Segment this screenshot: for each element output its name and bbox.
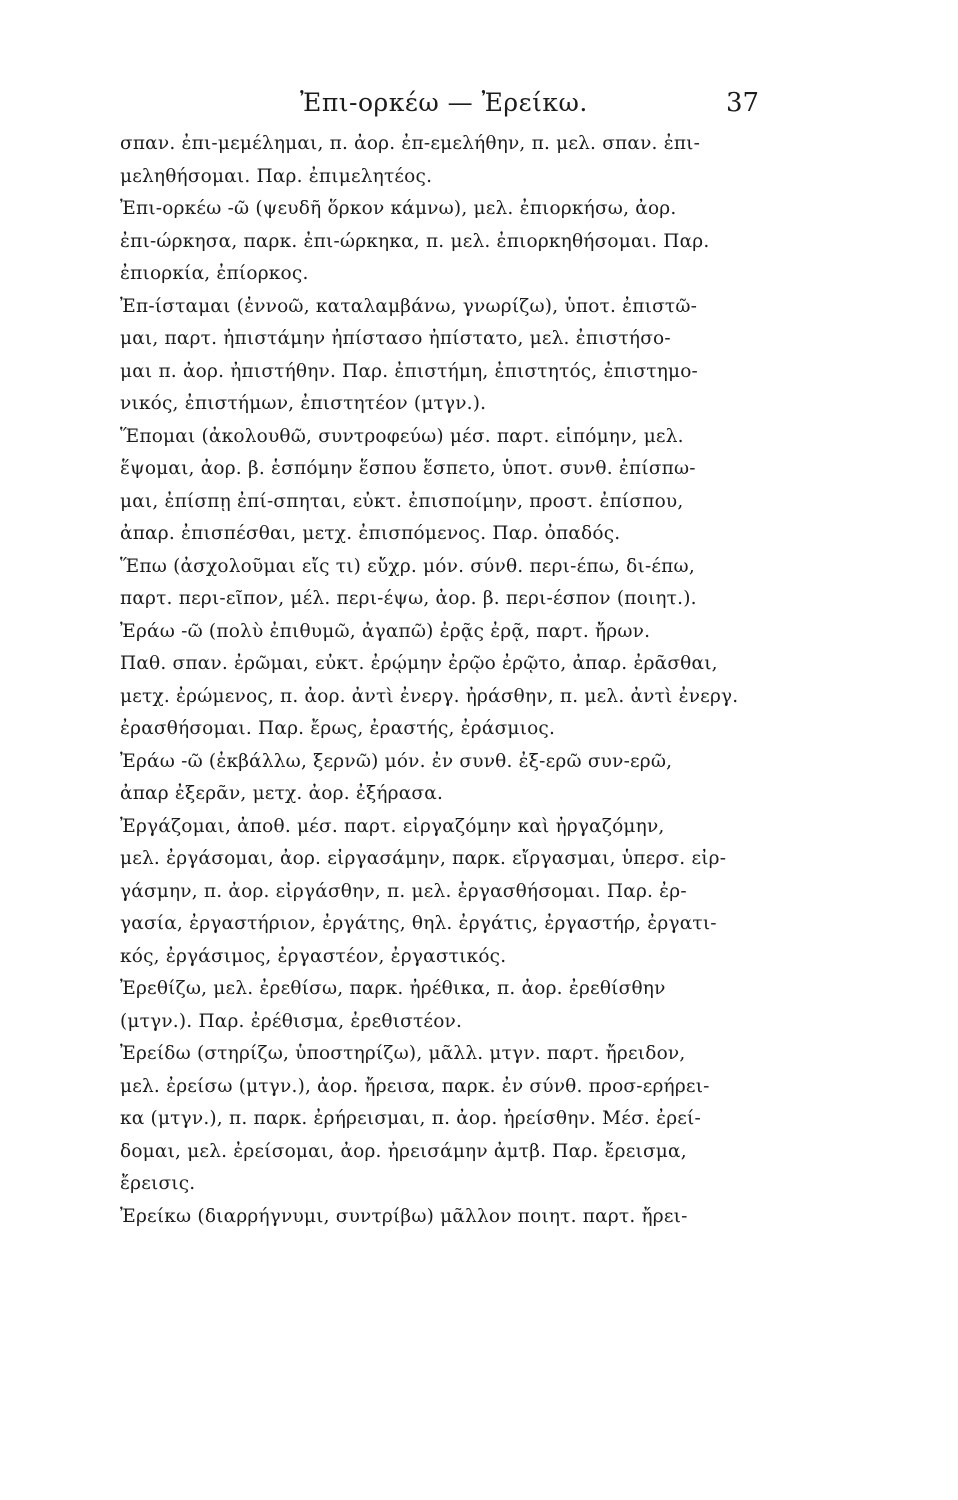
text-line: γασία, ἐργαστήριον, ἐργάτης, θηλ. ἐργάτις, ἐργαστήρ, ἐργατι- bbox=[120, 913, 717, 934]
text-line: ἔρεισις. bbox=[120, 1173, 196, 1194]
text-line: νικός, ἐπιστήμων, ἐπιστητέον (μτγν.). bbox=[120, 393, 487, 414]
text-line: ἐρασθήσομαι. Παρ. ἔρως, ἐραστής, ἐράσμιος. bbox=[120, 718, 556, 739]
text-line: Ἐπι-ορκέω -ῶ (ψευδῆ ὅρκον κάμνω), μελ. ἐπιορκήσω, ἀορ. bbox=[120, 198, 677, 219]
text-line: Ἐρεθίζω, μελ. ἐρεθίσω, παρκ. ἠρέθικα, π. ἀορ. ἐρεθίσθην bbox=[120, 978, 666, 999]
text-line: μετχ. ἐρώμενος, π. ἀορ. ἀντὶ ἐνεργ. ἠράσθην, π. μελ. ἀντὶ ἐνεργ. bbox=[120, 685, 739, 707]
text-line: Ἕπομαι (ἀκολουθῶ, συντροφεύω) μέσ. παρτ. εἱπόμην, μελ. bbox=[120, 425, 684, 447]
text-line: σπαν. ἐπι-μεμέλημαι, π. ἀορ. ἐπ-εμελήθην, π. μελ. σπαν. ἐπι- bbox=[120, 133, 701, 154]
text-line: κα (μτγν.), π. παρκ. ἐρήρεισμαι, π. ἀορ. ἠρείσθην. Μέσ. ἐρεί- bbox=[120, 1108, 701, 1129]
text-line: Ἐράω -ῶ (πολὺ ἐπιθυμῶ, ἀγαπῶ) ἐρᾷς ἐρᾷ, παρτ. ἤρων. bbox=[120, 620, 651, 642]
dictionary-text bbox=[120, 128, 765, 1233]
text-line: μελ. ἐρείσω (μτγν.), ἀορ. ἤρεισα, παρκ. ἐν σύνθ. προσ-ερήρει- bbox=[120, 1075, 710, 1097]
running-title: Ἐπι-ορκέω — Ἐρείκω. bbox=[300, 88, 588, 117]
page-header bbox=[0, 88, 958, 128]
text-line: Ἐρείδω (στηρίζω, ὑποστηρίζω), μᾶλλ. μτγν. παρτ. ἤρειδον, bbox=[120, 1043, 686, 1064]
text-line: μεληθήσομαι. Παρ. ἐπιμελητέος. bbox=[120, 165, 433, 187]
text-line: Παθ. σπαν. ἐρῶμαι, εὐκτ. ἐρῴμην ἐρῷο ἐρῷτο, ἀπαρ. ἐρᾶσθαι, bbox=[120, 653, 718, 674]
text-line: Ἐπ-ίσταμαι (ἐννοῶ, καταλαμβάνω, γνωρίζω), ὑποτ. ἐπιστῶ- bbox=[120, 295, 698, 317]
text-line: μαι, παρτ. ἠπιστάμην ἠπίστασο ἠπίστατο, μελ. ἐπιστήσο- bbox=[120, 328, 671, 349]
text-line: Ἐρείκω (διαρρήγνυμι, συντρίβω) μᾶλλον ποιητ. παρτ. ἤρει- bbox=[120, 1205, 688, 1227]
text-line: γάσμην, π. ἀορ. εἰργάσθην, π. μελ. ἐργασθήσομαι. Παρ. ἐρ- bbox=[120, 880, 687, 902]
text-line: ἐπι-ώρκησα, παρκ. ἐπι-ώρκηκα, π. μελ. ἐπιορκηθήσομαι. Παρ. bbox=[120, 230, 710, 252]
text-line: ἕψομαι, ἀορ. β. ἑσπόμην ἕσπου ἕσπετο, ὑποτ. συνθ. ἐπίσπω- bbox=[120, 458, 696, 479]
page-number: 37 bbox=[726, 88, 760, 118]
text-line: δομαι, μελ. ἐρείσομαι, ἀορ. ἠρεισάμην ἀμτβ. Παρ. ἔρεισμα, bbox=[120, 1140, 687, 1162]
text-line: μελ. ἐργάσομαι, ἀορ. εἰργασάμην, παρκ. εἴργασμαι, ὑπερσ. εἰρ- bbox=[120, 848, 727, 869]
text-line: μαι π. ἀορ. ἠπιστήθην. Παρ. ἐπιστήμη, ἐπιστητός, ἐπιστημο- bbox=[120, 360, 699, 382]
text-line: ἀπαρ. ἐπισπέσθαι, μετχ. ἐπισπόμενος. Παρ. ὀπαδός. bbox=[120, 523, 621, 544]
text-line: Ἐργάζομαι, ἀποθ. μέσ. παρτ. εἰργαζόμην καὶ ἠργαζόμην, bbox=[120, 815, 665, 837]
text-line: ἐπιορκία, ἐπίορκος. bbox=[120, 263, 309, 284]
text-line: ἀπαρ ἐξερᾶν, μετχ. ἀορ. ἐξήρασα. bbox=[120, 783, 444, 804]
text-line: Ἐράω -ῶ (ἐκβάλλω, ξερνῶ) μόν. ἐν συνθ. ἐξ-ερῶ συν-ερῶ, bbox=[120, 750, 673, 772]
text-line: μαι, ἐπίσπῃ ἐπί-σπηται, εὐκτ. ἐπισποίμην, προστ. ἐπίσπου, bbox=[120, 490, 684, 512]
text-line: (μτγν.). Παρ. ἐρέθισμα, ἐρεθιστέον. bbox=[120, 1010, 463, 1032]
text-line: Ἕπω (ἀσχολοῦμαι εἴς τι) εὔχρ. μόν. σύνθ. περι-έπω, δι-έπω, bbox=[120, 555, 695, 577]
text-line: παρτ. περι-εῖπον, μέλ. περι-έψω, ἀορ. β. περι-έσπον (ποιητ.). bbox=[120, 588, 697, 609]
text-line: κός, ἐργάσιμος, ἐργαστέον, ἐργαστικός. bbox=[120, 945, 507, 967]
